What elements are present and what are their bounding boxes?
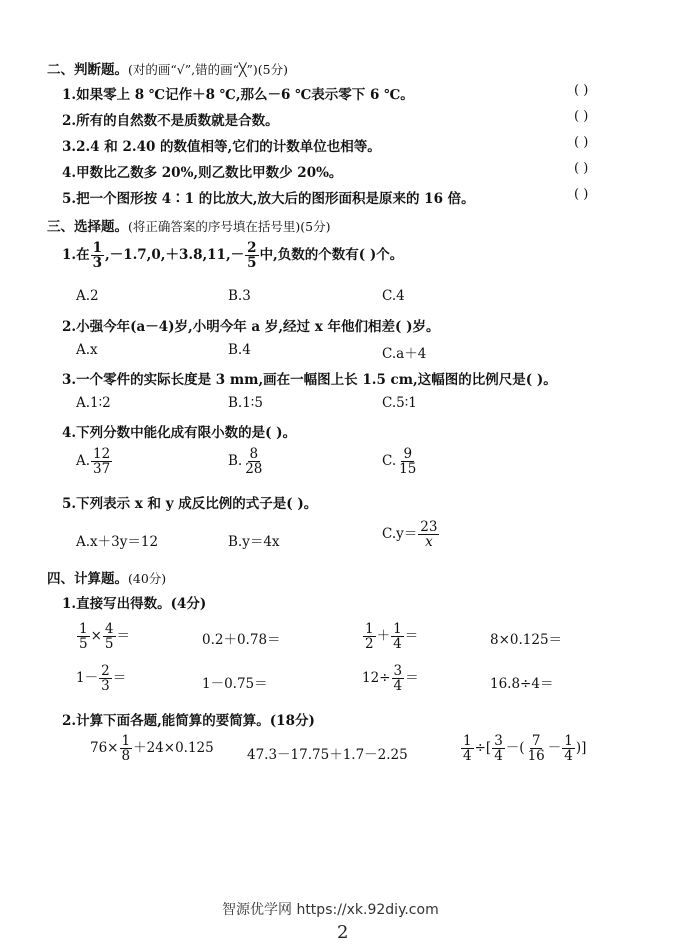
r2e1-pre: 1－ bbox=[76, 670, 99, 687]
r1e3-frac-1 bbox=[363, 622, 376, 651]
q1-f2-den: 5 bbox=[247, 255, 257, 272]
q1-f1-den: 3 bbox=[92, 255, 102, 272]
r2e1-num: 2 bbox=[101, 663, 110, 679]
q4-a-num: 12 bbox=[93, 446, 111, 462]
q4-option-b[interactable] bbox=[228, 447, 265, 476]
judge-item-3: 3.2.4 和 2.40 的数值相等,它们的计数单位也相等。 bbox=[62, 139, 381, 155]
q4-b-num: 8 bbox=[249, 446, 259, 462]
section3-note: (将正确答案的序号填在括号里)(5分) bbox=[128, 219, 331, 234]
r1e3-op: ＋ bbox=[376, 628, 391, 645]
page-number: 2 bbox=[337, 922, 349, 943]
q1-post: 中,负数的个数有( )个。 bbox=[259, 247, 404, 264]
r2e1-eq: ＝ bbox=[112, 670, 127, 687]
choice-q4: 4.下列分数中能化成有限小数的是( )。 bbox=[62, 425, 297, 441]
r3e1-frac bbox=[120, 734, 133, 763]
r1e3-den-1: 2 bbox=[365, 636, 374, 653]
r3e3-frac-3 bbox=[526, 734, 547, 763]
r3e3-op-c: － bbox=[547, 740, 562, 757]
choice-q3: 3.一个零件的实际长度是 3 mm,画在一幅图上长 1.5 cm,这幅图的比例尺是( )。 bbox=[62, 372, 557, 388]
q4-option-a[interactable] bbox=[76, 447, 113, 476]
calc-r2-e2[interactable]: 1－0.75＝ bbox=[202, 676, 268, 692]
r3e3-num-3: 7 bbox=[531, 733, 541, 749]
r1e1-eq: ＝ bbox=[116, 628, 130, 645]
choice-q5: 5.下列表示 x 和 y 成反比例的式子是( )。 bbox=[62, 496, 318, 512]
q1-option-b[interactable]: B.3 bbox=[228, 288, 251, 304]
r1e1-den-2: 5 bbox=[104, 636, 114, 653]
r3e3-den-1: 4 bbox=[463, 748, 472, 765]
q1-mid: ,－1.7,0,＋3.8,11,－ bbox=[105, 247, 245, 264]
r3e1-den: 8 bbox=[121, 748, 131, 765]
calc-r3-e3[interactable] bbox=[460, 734, 586, 763]
r1e1-frac-1 bbox=[77, 622, 90, 651]
calc-sub1-title: 1.直接写出得数。(4分) bbox=[62, 596, 207, 612]
q3-option-a[interactable]: A.1∶2 bbox=[76, 395, 111, 411]
section4-heading bbox=[47, 567, 166, 587]
q1-pre: 1.在 bbox=[62, 247, 90, 264]
q2-option-a[interactable]: A.x bbox=[76, 342, 98, 358]
r1e3-num-1: 1 bbox=[365, 621, 374, 637]
section2-note: (对的画“√”,错的画“╳”)(5分) bbox=[128, 62, 288, 77]
r3e3-frac-4 bbox=[562, 734, 575, 763]
q4-c-den: 15 bbox=[399, 461, 417, 478]
q4-c-fraction bbox=[397, 447, 418, 476]
r3e3-den-4: 4 bbox=[564, 748, 573, 765]
watermark-text: 智源优学网 https://xk.92diy.com bbox=[222, 902, 439, 918]
section2-title: 二、判断题。 bbox=[47, 62, 128, 78]
r3e3-den-2: 4 bbox=[494, 748, 503, 765]
q3-option-c[interactable]: C.5∶1 bbox=[382, 395, 417, 411]
r2e3-den: 4 bbox=[393, 678, 403, 695]
calc-r1-e3[interactable] bbox=[362, 622, 418, 651]
section3-title: 三、选择题。 bbox=[47, 219, 128, 235]
r1e1-frac-2 bbox=[103, 622, 116, 651]
judge-answer-2[interactable]: ( ) bbox=[574, 109, 589, 124]
calc-sub2-title: 2.计算下面各题,能简算的要简算。(18分) bbox=[62, 713, 315, 729]
q5-c-den: x bbox=[425, 534, 433, 551]
r2e1-frac bbox=[99, 664, 112, 693]
calc-r2-e4[interactable]: 16.8÷4＝ bbox=[490, 676, 554, 692]
judge-item-5: 5.把一个图形按 4∶1 的比放大,放大后的图形面积是原来的 16 倍。 bbox=[62, 191, 475, 207]
r1e1-num-1: 1 bbox=[79, 621, 88, 637]
r1e3-eq: ＝ bbox=[404, 628, 419, 645]
r1e1-op: × bbox=[90, 628, 102, 645]
q1-option-c[interactable]: C.4 bbox=[382, 288, 405, 304]
r3e3-frac-1 bbox=[461, 734, 474, 763]
judge-answer-5[interactable]: ( ) bbox=[574, 187, 589, 202]
judge-answer-3[interactable]: ( ) bbox=[574, 135, 589, 150]
q4-c-prefix: C. bbox=[382, 453, 397, 470]
calc-r3-e1[interactable] bbox=[90, 734, 214, 763]
calc-r1-e4[interactable]: 8×0.125＝ bbox=[490, 632, 563, 648]
r3e3-frac-2 bbox=[492, 734, 505, 763]
q4-a-den: 37 bbox=[93, 461, 111, 478]
r1e3-num-2: 1 bbox=[393, 621, 402, 637]
choice-q2: 2.小强今年(a－4)岁,小明今年 a 岁,经过 x 年他们相差( )岁。 bbox=[62, 319, 440, 335]
q1-option-a[interactable]: A.2 bbox=[76, 288, 99, 304]
q5-option-c[interactable] bbox=[382, 520, 440, 549]
q4-b-prefix: B. bbox=[228, 453, 243, 470]
q4-a-fraction bbox=[91, 447, 112, 476]
q5-option-a[interactable]: A.x＋3y＝12 bbox=[76, 534, 159, 550]
q2-option-c[interactable]: C.a＋4 bbox=[382, 346, 427, 362]
r2e3-pre: 12÷ bbox=[362, 670, 391, 687]
q5-option-b[interactable]: B.y＝4x bbox=[228, 534, 280, 550]
r2e3-frac bbox=[392, 664, 405, 693]
r3e3-op-b: －( bbox=[505, 740, 525, 757]
q1-f1-num: 1 bbox=[92, 240, 102, 256]
r2e3-eq: ＝ bbox=[405, 670, 419, 687]
q1-fraction-2 bbox=[245, 241, 258, 270]
q3-option-b[interactable]: B.1∶5 bbox=[228, 395, 263, 411]
r3e1-pre: 76× bbox=[90, 740, 119, 757]
calc-r2-e3[interactable] bbox=[362, 664, 419, 693]
calc-r3-e2[interactable]: 47.3－17.75＋1.7－2.25 bbox=[247, 747, 408, 763]
r3e3-end: )] bbox=[575, 740, 587, 757]
calc-r1-e2[interactable]: 0.2＋0.78＝ bbox=[202, 632, 281, 648]
r2e1-den: 3 bbox=[101, 678, 110, 695]
r3e3-num-2: 3 bbox=[494, 733, 503, 749]
r3e3-op-a: ÷[ bbox=[474, 740, 492, 757]
r3e3-num-1: 1 bbox=[463, 733, 472, 749]
judge-item-4: 4.甲数比乙数多 20%,则乙数比甲数少 20%。 bbox=[62, 165, 343, 181]
r1e3-den-2: 4 bbox=[393, 636, 402, 653]
calc-r1-e1[interactable] bbox=[76, 622, 130, 651]
q1-fraction-1 bbox=[91, 241, 104, 270]
q5-c-num: 23 bbox=[420, 519, 438, 535]
judge-item-2: 2.所有的自然数不是质数就是合数。 bbox=[62, 113, 279, 129]
section4-title: 四、计算题。 bbox=[47, 571, 128, 587]
judge-item-1: 1.如果零上 8 ℃记作＋8 ℃,那么－6 ℃表示零下 6 ℃。 bbox=[62, 87, 414, 103]
q5-c-fraction bbox=[418, 520, 439, 549]
judge-answer-4[interactable]: ( ) bbox=[574, 161, 589, 176]
judge-answer-1[interactable]: ( ) bbox=[574, 83, 589, 98]
q2-option-b[interactable]: B.4 bbox=[228, 342, 251, 358]
r3e3-num-4: 1 bbox=[564, 733, 573, 749]
r1e1-den-1: 5 bbox=[79, 636, 88, 653]
section4-note: (40分) bbox=[128, 571, 167, 586]
calc-r2-e1[interactable] bbox=[76, 664, 126, 693]
q4-b-den: 28 bbox=[245, 461, 263, 478]
q1-f2-num: 2 bbox=[247, 240, 257, 256]
r3e1-num: 1 bbox=[121, 733, 131, 749]
q4-a-prefix: A. bbox=[76, 453, 91, 470]
q4-option-c[interactable] bbox=[382, 447, 419, 476]
r3e1-post: ＋24×0.125 bbox=[133, 740, 214, 757]
choice-q1 bbox=[62, 241, 403, 270]
q5-c-prefix: C.y＝ bbox=[382, 526, 418, 543]
r2e3-num: 3 bbox=[393, 663, 403, 679]
r1e1-num-2: 4 bbox=[104, 621, 114, 637]
r1e3-frac-2 bbox=[391, 622, 404, 651]
q4-c-num: 9 bbox=[403, 446, 413, 462]
section2-heading bbox=[47, 58, 288, 78]
section3-heading bbox=[47, 215, 330, 235]
q4-b-fraction bbox=[243, 447, 264, 476]
r3e3-den-3: 16 bbox=[527, 748, 545, 765]
